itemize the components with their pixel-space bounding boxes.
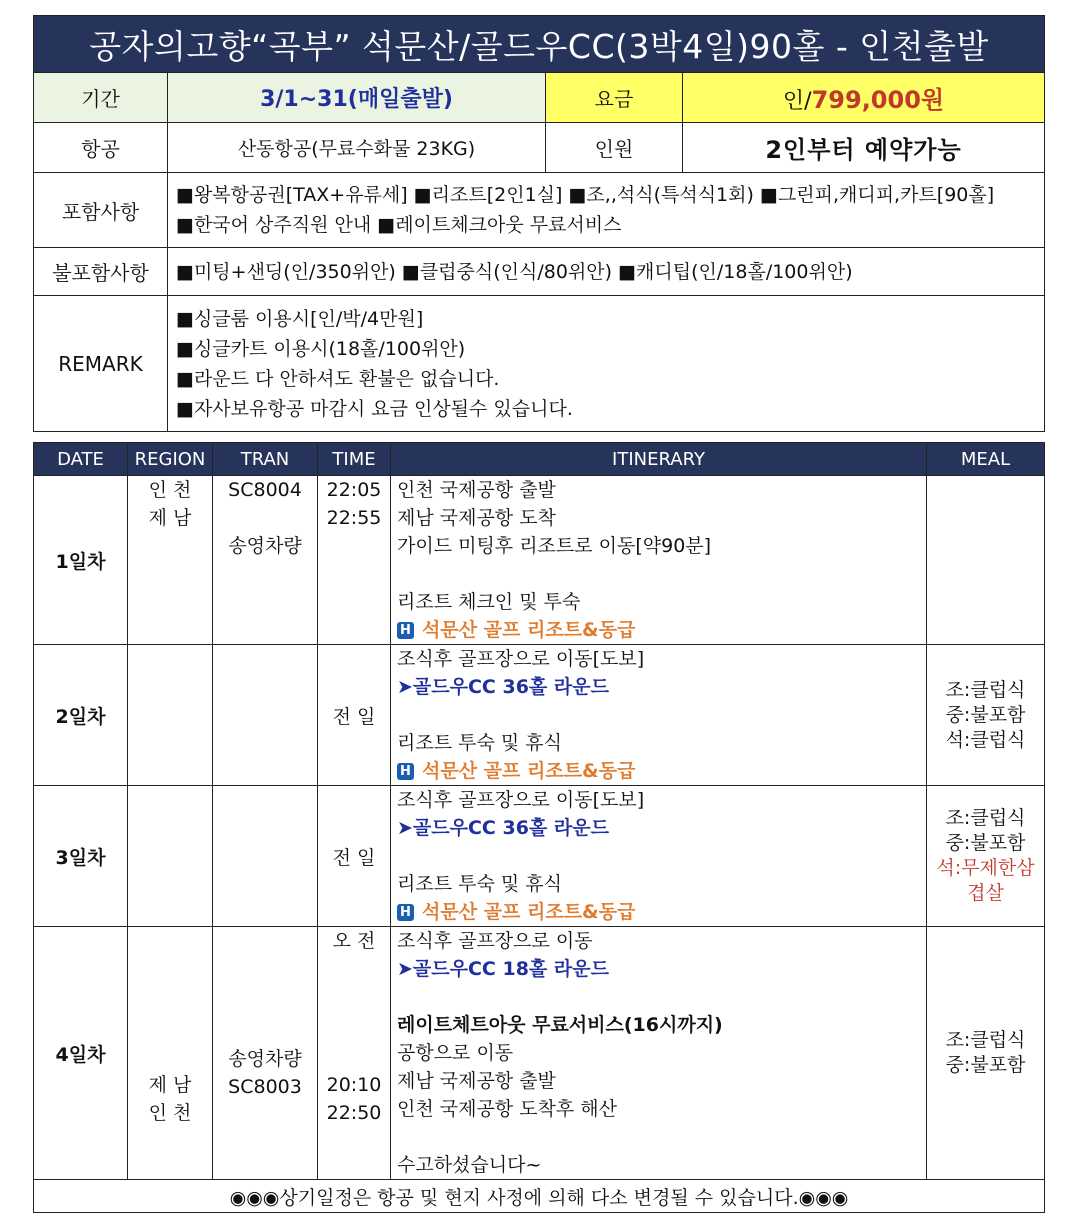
airline-label: 항공	[34, 123, 168, 173]
time-text: 오 전	[332, 930, 376, 952]
include-label: 포함사항	[34, 173, 168, 248]
meal-text: 조:클럽식	[945, 1029, 1026, 1051]
region-text: 제 남	[148, 507, 192, 529]
hotel-name: 석문산 골프 리조트&동급	[422, 619, 636, 641]
itinerary-line: 인천 국제공항 도착후 해산	[397, 1098, 618, 1120]
time-text: 22:05	[326, 479, 382, 501]
itinerary-line	[397, 701, 920, 729]
itinerary-line: 제남 국제공항 도착	[397, 507, 556, 529]
col-header-meal: MEAL	[927, 443, 1045, 476]
itinerary-line: 리조트 체크인 및 투숙	[397, 591, 581, 613]
remark-line: ■싱글룸 이용시[인/박/4만원]	[176, 307, 424, 330]
people-label: 인원	[546, 123, 683, 173]
itinerary-table	[33, 442, 1045, 1213]
col-header-date: DATE	[34, 443, 128, 476]
tran-cell	[213, 645, 318, 786]
include-line: ■왕복항공권[TAX+유류세] ■리조트[2인1실] ■조,,석식(특석식1회) ■그린피,캐디피,카트[90홀]	[176, 184, 995, 206]
itinerary-line: 조식후 골프장으로 이동[도보]	[397, 789, 645, 811]
people-value: 2인부터 예약가능	[683, 123, 1045, 173]
meal-text-special: 석:무제한삼	[936, 857, 1035, 879]
day-label: 1일차	[34, 476, 128, 645]
day-row	[34, 927, 1045, 1180]
airline-value: 산동항공(무료수화물 23KG)	[168, 123, 546, 173]
col-header-region: REGION	[128, 443, 213, 476]
page-title: 공자의고향“곡부” 석문산/골드우CC(3박4일)90홀 - 인천출발	[34, 16, 1045, 73]
col-header-time: TIME	[318, 443, 391, 476]
flight-code: SC8003	[228, 1076, 302, 1098]
include-value	[168, 173, 1045, 248]
meal-cell	[927, 476, 1045, 645]
region-text: 인 천	[148, 1102, 192, 1124]
meal-text: 조:클럽식	[945, 807, 1026, 829]
remark-line: ■자사보유항공 마감시 요금 인상될수 있습니다.	[176, 397, 573, 420]
exclude-value: ■미팅+샌딩(인/350위안) ■클럽중식(인식/80위안) ■캐디팁(인/18홀/100위안)	[168, 248, 1045, 296]
time-text: 전 일	[332, 846, 376, 869]
tran-spacer	[213, 504, 317, 532]
day-label: 3일차	[34, 786, 128, 927]
hotel-h-icon: H	[397, 763, 414, 780]
tour-document	[33, 15, 1044, 1213]
late-checkout-line: 레이트체트아웃 무료서비스(16시까지)	[397, 1014, 723, 1036]
time-text: 20:10	[326, 1074, 382, 1096]
day-row	[34, 786, 1045, 927]
remark-line: ■라운드 다 안하셔도 환불은 없습니다.	[176, 367, 500, 390]
golf-round-line: ➤골드우CC 18홀 라운드	[397, 958, 609, 980]
itinerary-cell	[391, 645, 927, 786]
period-label: 기간	[34, 73, 168, 123]
region-cell	[128, 645, 213, 786]
time-text: 전 일	[332, 705, 376, 728]
itinerary-line: 리조트 투숙 및 휴식	[397, 873, 562, 895]
transfer-text: 송영차량	[228, 535, 302, 557]
col-header-itinerary: ITINERARY	[391, 443, 927, 476]
tran-cell	[213, 476, 318, 645]
region-cell	[128, 786, 213, 927]
remark-value	[168, 296, 1045, 432]
itinerary-cell	[391, 476, 927, 645]
time-cell	[318, 645, 391, 786]
itinerary-line: 수고하셨습니다~	[397, 1154, 542, 1176]
itinerary-line	[397, 842, 920, 870]
itinerary-cell	[391, 786, 927, 927]
meal-text: 중:불포함	[945, 703, 1026, 726]
tran-cell	[213, 927, 318, 1180]
remark-label: REMARK	[34, 296, 168, 432]
meal-cell	[927, 786, 1045, 927]
hotel-h-icon: H	[397, 904, 414, 921]
hotel-h-icon: H	[397, 622, 414, 639]
time-cell	[318, 476, 391, 645]
meal-text: 석:클럽식	[945, 728, 1026, 751]
itinerary-line: 리조트 투숙 및 휴식	[397, 732, 562, 754]
itinerary-cell	[391, 927, 927, 1180]
meal-text: 조:클럽식	[945, 678, 1026, 701]
itinerary-line	[397, 560, 920, 588]
time-cell	[318, 927, 391, 1180]
itinerary-line	[397, 1123, 920, 1151]
region-cell	[128, 476, 213, 645]
region-text: 인 천	[148, 479, 192, 501]
fee-label: 요금	[546, 73, 683, 123]
golf-round-line: ➤골드우CC 36홀 라운드	[397, 676, 609, 698]
hotel-name: 석문산 골프 리조트&동급	[422, 901, 636, 923]
include-line: ■한국어 상주직원 안내 ■레이트체크아웃 무료서비스	[176, 214, 622, 236]
transfer-text: 송영차량	[228, 1048, 302, 1070]
time-cell	[318, 786, 391, 927]
flight-code: SC8004	[228, 479, 302, 501]
fee-cell	[683, 73, 1045, 123]
region-text: 제 남	[148, 1074, 192, 1096]
footer-notice: ◉◉◉상기일정은 항공 및 현지 사정에 의해 다소 변경될 수 있습니다.◉◉◉	[34, 1180, 1045, 1213]
itinerary-line: 공항으로 이동	[397, 1042, 514, 1064]
hotel-line	[397, 757, 920, 785]
day-row	[34, 645, 1045, 786]
exclude-label: 불포함사항	[34, 248, 168, 296]
meal-cell	[927, 645, 1045, 786]
day-label: 2일차	[34, 645, 128, 786]
hotel-name: 석문산 골프 리조트&동급	[422, 760, 636, 782]
tran-cell	[213, 786, 318, 927]
itinerary-line: 인천 국제공항 출발	[397, 479, 556, 501]
itinerary-line: 제남 국제공항 출발	[397, 1070, 556, 1092]
time-text: 22:50	[326, 1102, 382, 1124]
col-header-tran: TRAN	[213, 443, 318, 476]
remark-line: ■싱글카트 이용시(18홀/100위안)	[176, 337, 466, 360]
fee-value: 799,000원	[811, 86, 945, 114]
fee-prefix: 인/	[782, 89, 812, 114]
region-cell	[128, 927, 213, 1180]
hotel-line	[397, 898, 920, 926]
day-row	[34, 476, 1045, 645]
itinerary-line: 조식후 골프장으로 이동	[397, 930, 593, 952]
day-label: 4일차	[34, 927, 128, 1180]
hotel-line	[397, 616, 920, 644]
meal-cell	[927, 927, 1045, 1180]
period-value: 3/1~31(매일출발)	[168, 73, 546, 123]
meal-text-special: 겹살	[967, 882, 1004, 904]
meal-text: 중:불포함	[945, 1054, 1026, 1076]
time-text: 22:55	[326, 507, 382, 529]
itinerary-line: 조식후 골프장으로 이동[도보]	[397, 648, 645, 670]
itinerary-line: 가이드 미팅후 리조트로 이동[약90분]	[397, 535, 712, 557]
info-table	[33, 15, 1045, 432]
golf-round-line: ➤골드우CC 36홀 라운드	[397, 817, 609, 839]
meal-text: 중:불포함	[945, 832, 1026, 854]
